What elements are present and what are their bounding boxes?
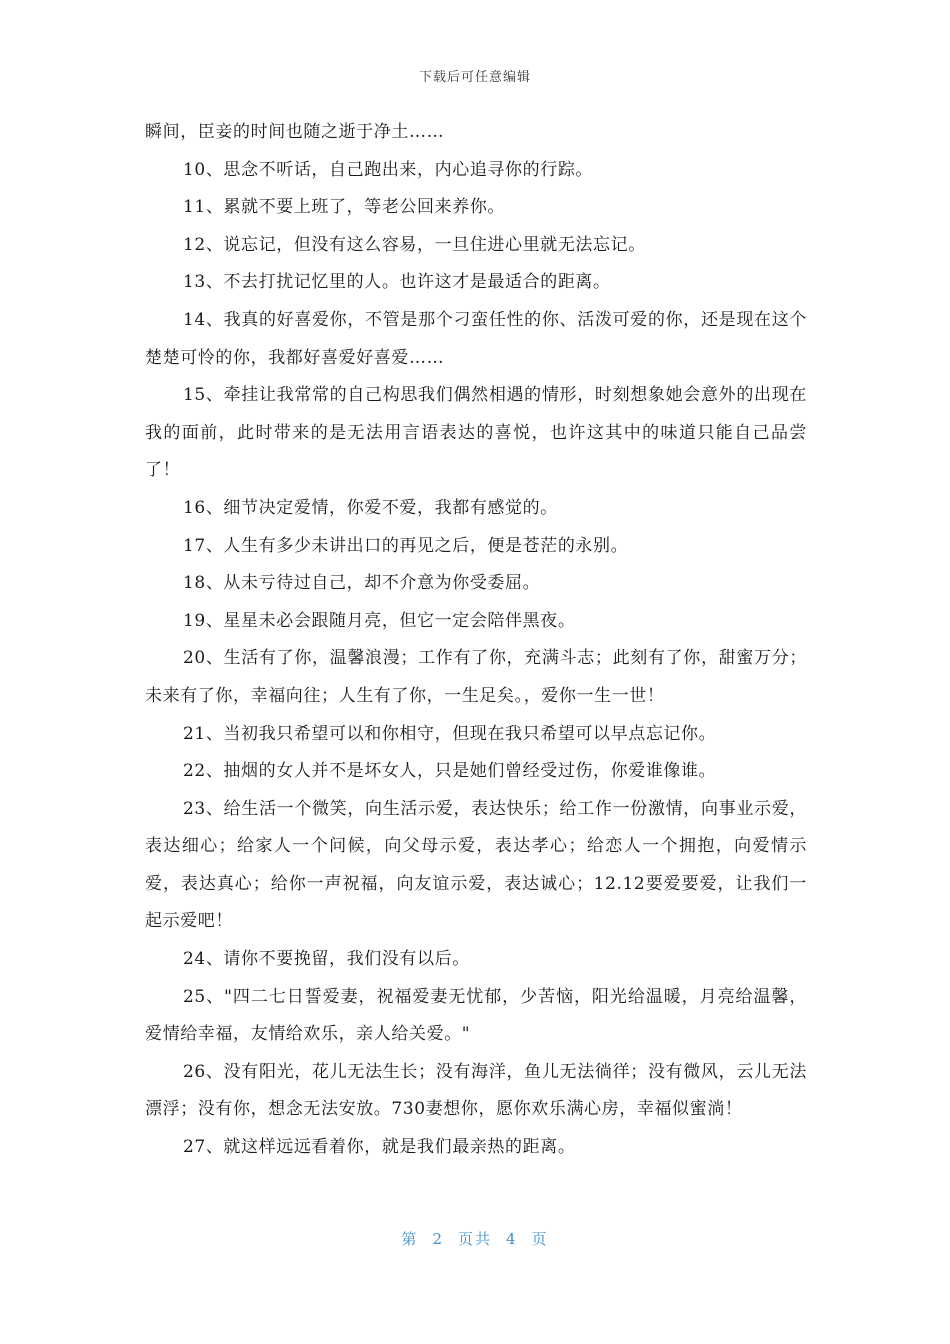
page-label-suffix: 页 bbox=[531, 1230, 549, 1248]
page-header: 下载后可任意编辑 bbox=[418, 70, 531, 85]
paragraph-12: 12、说忘记，但没有这么容易，一旦住进心里就无法忘记。 bbox=[183, 234, 646, 255]
total-pages-number: 4 bbox=[506, 1230, 518, 1248]
paragraph-11: 11、累就不要上班了，等老公回来养你。 bbox=[183, 197, 506, 218]
paragraph-20: 20、生活有了你，温馨浪漫；工作有了你，充满斗志；此刻有了你，甜蜜万分；未来有了你，幸福向往；人生有了你，一生足矣。，爱你一生一世！ bbox=[145, 648, 807, 706]
page-label-prefix: 第 bbox=[401, 1230, 419, 1248]
document-body bbox=[145, 114, 807, 1167]
paragraph-22: 22、抽烟的女人并不是坏女人，只是她们曾经受过伤，你爱谁像谁。 bbox=[183, 761, 717, 782]
paragraph-26: 26、没有阳光，花儿无法生长；没有海洋，鱼儿无法徜徉；没有微风，云儿无法漂浮；没有你，想念无法安放。730妻想你，愿你欢乐满心房，幸福似蜜淌！ bbox=[145, 1061, 807, 1120]
paragraph-27: 27、就这样远远看着你，就是我们最亲热的距离。 bbox=[183, 1137, 576, 1158]
paragraph-23: 23、给生活一个微笑，向生活示爱，表达快乐；给工作一份激情，向事业示爱，表达细心；给家人一个问候，向父母示爱，表达孝心；给恋人一个拥抱，向爱情示爱，表达真心；给你一声祝福，向友谊示爱，表达诚心；12.12要爱要爱，让我们一起示爱吧！ bbox=[145, 798, 807, 932]
paragraph-24: 24、请你不要挽留，我们没有以后。 bbox=[183, 949, 470, 970]
page-footer bbox=[0, 1228, 950, 1249]
current-page-number: 2 bbox=[432, 1230, 444, 1248]
paragraph-21: 21、当初我只希望可以和你相守，但现在我只希望可以早点忘记你。 bbox=[183, 723, 717, 744]
paragraph-25: 25、"四二七日誓爱妻，祝福爱妻无忧郁，少苦恼，阳光给温暖，月亮给温馨，爱情给幸福，友情给欢乐，亲人给关爱。" bbox=[145, 986, 807, 1045]
paragraph-17: 17、人生有多少未讲出口的再见之后，便是苍茫的永别。 bbox=[183, 535, 629, 556]
paragraph-15: 15、牵挂让我常常的自己构思我们偶然相遇的情形，时刻想象她会意外的出现在我的面前，此时带来的是无法用言语表达的喜悦，也许这其中的味道只能自己品尝了！ bbox=[145, 385, 807, 481]
paragraph-19: 19、星星未必会跟随月亮，但它一定会陪伴黑夜。 bbox=[183, 610, 576, 631]
paragraph-16: 16、细节决定爱情，你爱不爱，我都有感觉的。 bbox=[183, 497, 558, 518]
paragraph-10: 10、思念不听话，自己跑出来，内心追寻你的行踪。 bbox=[183, 159, 594, 180]
page-label-middle: 页共 bbox=[457, 1230, 492, 1248]
paragraph-13: 13、不去打扰记忆里的人。也许这才是最适合的距离。 bbox=[183, 272, 611, 293]
paragraph-14: 14、我真的好喜爱你，不管是那个刁蛮任性的你、活泼可爱的你，还是现在这个楚楚可怜的你，我都好喜爱好喜爱…… bbox=[145, 309, 807, 368]
paragraph-continuation: 瞬间，臣妾的时间也随之逝于净土…… bbox=[145, 122, 445, 142]
paragraph-18: 18、从未亏待过自己，却不介意为你受委屈。 bbox=[183, 573, 541, 594]
